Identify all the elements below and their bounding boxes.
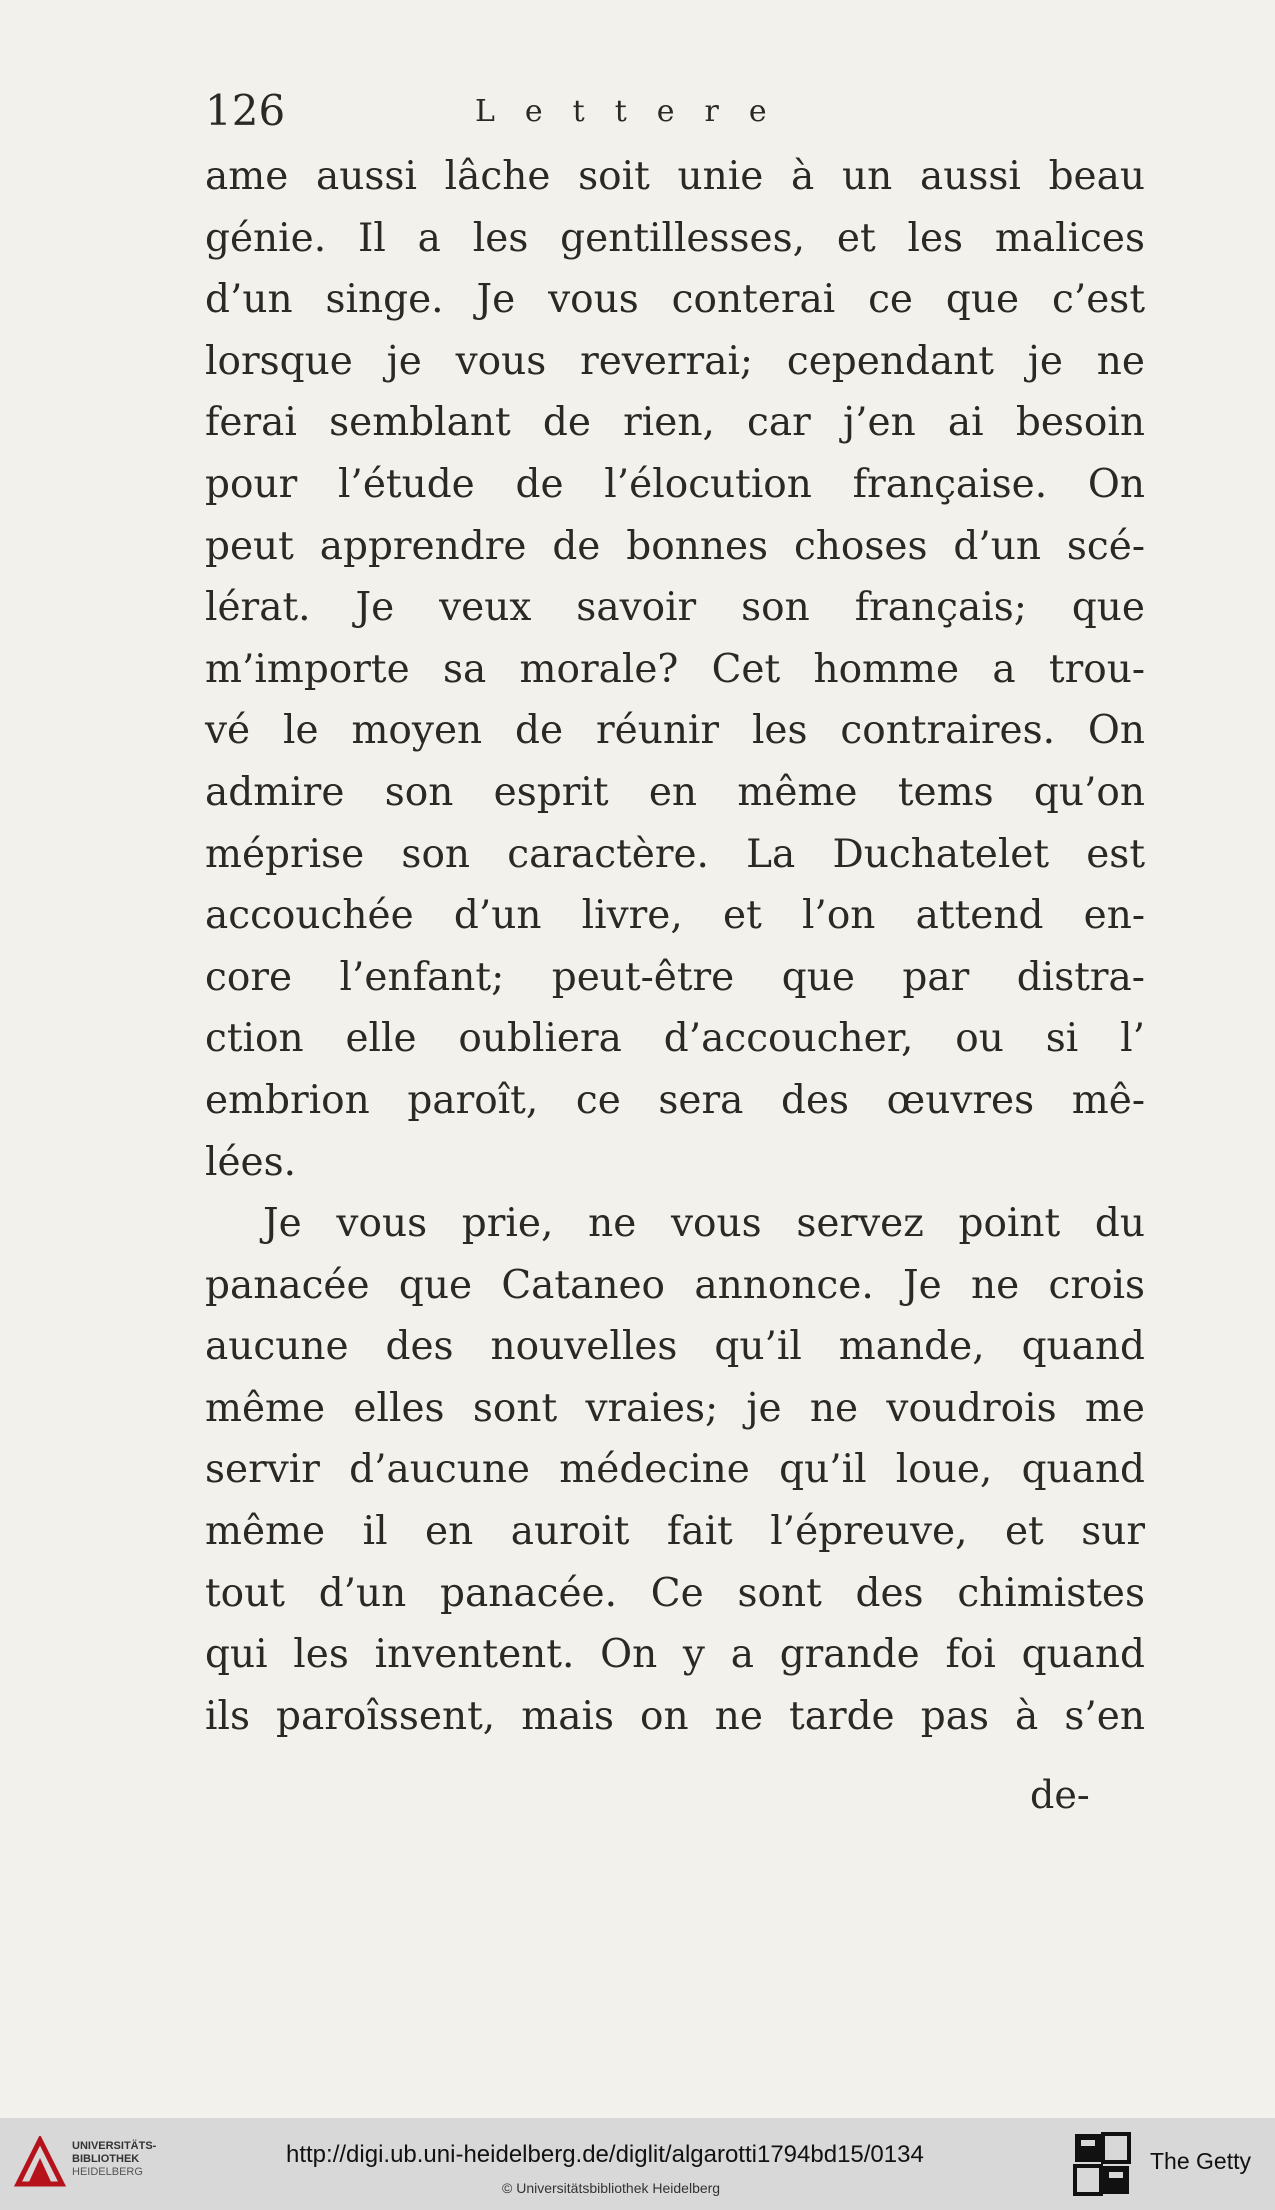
page-number: 126 <box>205 86 286 135</box>
text-line: ferai semblant de rien, car j’en ai besoin <box>205 400 1145 446</box>
text-line: génie. Il a les gentillesses, et les malices <box>205 215 1145 261</box>
text-line: même elles sont vraies; je ne voudrois me <box>205 1385 1145 1431</box>
getty-logo-icon <box>1073 2132 1131 2196</box>
running-title: Lettere <box>475 94 797 129</box>
text-line: servir d’aucune médecine qu’il loue, quand <box>205 1447 1145 1493</box>
text-line: embrion paroît, ce sera des œuvres mê- <box>205 1077 1145 1123</box>
text-line: méprise son caractère. La Duchatelet est <box>205 831 1145 877</box>
institution-line: UNIVERSITÄTS- <box>72 2140 157 2152</box>
text-line: aucune des nouvelles qu’il mande, quand <box>205 1324 1145 1370</box>
text-line: accouchée d’un livre, et l’on attend en- <box>205 893 1145 939</box>
text-line: admire son esprit en même tems qu’on <box>205 769 1145 815</box>
text-line: lérat. Je veux savoir son français; que <box>205 585 1145 631</box>
university-library-logo-icon <box>14 2136 66 2188</box>
text-line: même il en auroit fait l’épreuve, et sur <box>205 1509 1145 1555</box>
partner-name[interactable]: The Getty <box>1150 2148 1251 2174</box>
text-line: ame aussi lâche soit unie à un aussi beau <box>205 154 1145 199</box>
text-line: lorsque je vous reverrai; cependant je ne <box>205 338 1145 384</box>
viewer-footer <box>0 2118 1275 2210</box>
page-header <box>205 85 1145 145</box>
text-line: tout d’un panacée. Ce sont des chimistes <box>205 1570 1145 1616</box>
catchword: de- <box>1030 1773 1090 1817</box>
text-line: ction elle oubliera d’accoucher, ou si l’ <box>205 1016 1145 1062</box>
copyright-notice: © Universitätsbibliothek Heidelberg <box>502 2180 721 2196</box>
text-line: m’importe sa morale? Cet homme a trou- <box>205 646 1145 692</box>
institution-line: BIBLIOTHEK <box>72 2153 140 2165</box>
text-line: core l’enfant; peut-être que par distra- <box>205 954 1145 1000</box>
text-line: Je vous prie, ne vous servez point du <box>263 1201 1145 1247</box>
university-library-name <box>72 2140 156 2179</box>
body-text <box>205 146 1145 1747</box>
text-line: panacée que Cataneo annonce. Je ne crois <box>205 1262 1145 1308</box>
text-line: lées. <box>205 1139 297 1185</box>
text-line: ils paroîssent, mais on ne tarde pas à s’en <box>205 1693 1145 1739</box>
text-line: pour l’étude de l’élocution française. On <box>205 461 1145 507</box>
text-line: peut apprendre de bonnes choses d’un scé- <box>205 523 1145 569</box>
text-line: d’un singe. Je vous conterai ce que c’est <box>205 277 1145 323</box>
text-line: vé le moyen de réunir les contraires. On <box>205 708 1145 754</box>
permalink-url[interactable]: http://digi.ub.uni-heidelberg.de/diglit/algarotti1794bd15/0134 <box>286 2141 924 2168</box>
institution-line: HEIDELBERG <box>72 2166 143 2178</box>
text-line: qui les inventent. On y a grande foi quand <box>205 1632 1145 1678</box>
